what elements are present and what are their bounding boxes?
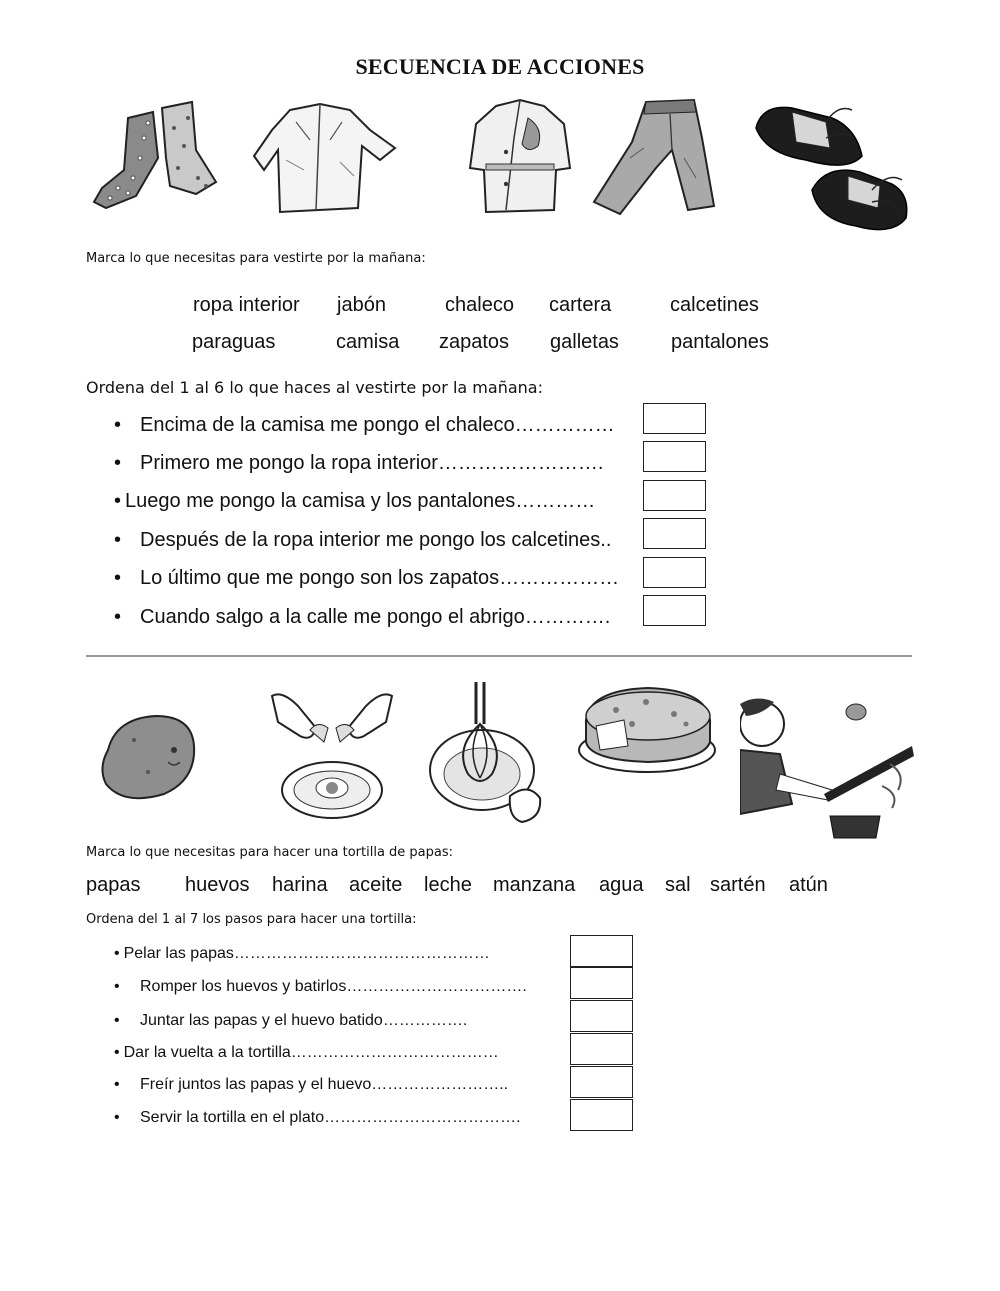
word-option[interactable]: jabón [337,294,386,316]
step-text: Después de la ropa interior me pongo los calcetines.. [140,529,612,551]
word-option[interactable]: calcetines [670,294,759,316]
list-item [114,1012,467,1030]
socks-image [88,98,228,218]
word-option[interactable]: sartén [710,874,766,896]
step-text: Juntar las papas y el huevo batido……………. [140,1012,468,1029]
shirt-image [250,100,400,218]
word-option[interactable]: galletas [550,331,619,353]
list-item [114,1109,521,1127]
potato-image [94,710,198,802]
bullet-icon: • [114,567,122,589]
word-option[interactable]: papas [86,874,141,896]
answer-box[interactable] [570,935,633,967]
whisking-eggs-image [424,678,548,828]
word-option[interactable]: atún [789,874,828,896]
step-text: Pelar las papas………………………………………… [123,945,490,962]
answer-box[interactable] [570,1033,633,1065]
bullet-icon: • [114,1076,120,1093]
answer-box[interactable] [643,441,706,472]
word-option[interactable]: ropa interior [193,294,300,316]
bullet-icon: • [114,414,122,436]
step-text: Primero me pongo la ropa interior……………………. [140,452,604,474]
list-item [114,452,603,475]
list-item [114,606,610,629]
list-item [114,945,490,963]
step-text: Dar la vuelta a la tortilla………………………………… [123,1044,499,1061]
word-option[interactable]: cartera [549,294,612,316]
bullet-icon: • [114,1044,120,1061]
bullet-icon: • [114,490,122,512]
instruction-order-tortilla: Ordena del 1 al 7 los pasos para hacer una tortilla: [86,912,417,927]
trousers-image [584,98,718,218]
bullet-icon: • [114,452,122,474]
cracking-eggs-image [262,686,402,822]
word-option[interactable]: sal [665,874,691,896]
bullet-icon: • [114,1012,120,1029]
word-option[interactable]: manzana [493,874,576,896]
bullet-icon: • [114,529,122,551]
answer-box[interactable] [643,403,706,434]
answer-box[interactable] [570,1099,633,1131]
word-option[interactable]: camisa [336,331,400,353]
answer-box[interactable] [570,967,633,999]
bullet-icon: • [114,1109,120,1126]
coat-image [466,98,574,218]
list-item [114,1076,508,1094]
answer-box[interactable] [643,595,706,626]
step-text: Cuando salgo a la calle me pongo el abrigo…………. [140,606,611,628]
step-text: Freír juntos las papas y el huevo…………………….. [140,1076,509,1093]
word-option[interactable]: harina [272,874,328,896]
word-option[interactable]: agua [599,874,644,896]
answer-box[interactable] [643,557,706,588]
answer-box[interactable] [643,480,706,511]
bullet-icon: • [114,978,120,995]
list-item [114,567,619,590]
page-title: SECUENCIA DE ACCIONES [355,54,645,79]
list-item [114,529,611,552]
bullet-icon: • [114,945,120,962]
answer-box[interactable] [643,518,706,549]
step-text: Luego me pongo la camisa y los pantalones………… [125,490,596,512]
list-item [114,1044,499,1062]
word-option[interactable]: chaleco [445,294,514,316]
list-item [114,978,527,996]
step-text: Lo último que me pongo son los zapatos……………… [140,567,620,589]
list-item [114,490,595,513]
step-text: Encima de la camisa me pongo el chaleco…………… [140,414,615,436]
word-option[interactable]: huevos [185,874,250,896]
instruction-order-clothes: Ordena del 1 al 6 lo que haces al vestirte por la mañana: [86,378,543,397]
answer-box[interactable] [570,1066,633,1098]
list-item [114,414,615,437]
shoes-image [752,98,914,244]
word-option[interactable]: pantalones [671,331,769,353]
section-divider [86,655,912,657]
answer-box[interactable] [570,1000,633,1032]
instruction-mark-tortilla: Marca lo que necesitas para hacer una tortilla de papas: [86,845,454,860]
step-text: Servir la tortilla en el plato………………………………. [140,1109,521,1126]
instruction-mark-clothes: Marca lo que necesitas para vestirte por la mañana: [86,251,426,266]
cook-flipping-image [740,694,916,844]
bullet-icon: • [114,606,122,628]
word-option[interactable]: leche [424,874,472,896]
word-option[interactable]: paraguas [192,331,276,353]
tortilla-image [576,680,718,776]
word-option[interactable]: zapatos [439,331,510,353]
step-text: Romper los huevos y batirlos……………………………. [140,978,527,995]
word-option[interactable]: aceite [349,874,403,896]
